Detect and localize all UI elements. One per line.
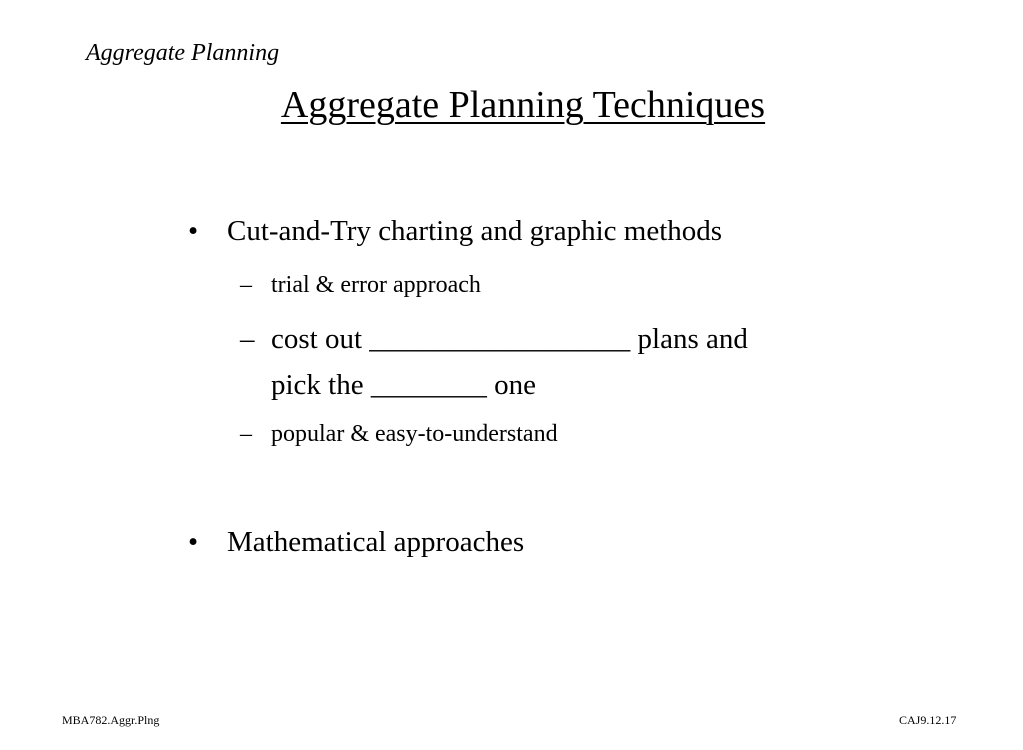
sub-text: trial & error approach bbox=[271, 272, 481, 298]
bullet-marker: • bbox=[188, 526, 199, 558]
footer-date-code: CAJ9.12.17 bbox=[899, 713, 957, 727]
dash-marker: – bbox=[240, 272, 252, 298]
bullet-text: Cut-and-Try charting and graphic methods bbox=[227, 215, 723, 247]
bullet-text: Mathematical approaches bbox=[227, 526, 525, 558]
bullet-marker: • bbox=[188, 215, 199, 247]
sub-item-1 bbox=[240, 270, 481, 300]
sub-item-3 bbox=[240, 419, 558, 449]
dash-marker: – bbox=[240, 421, 252, 447]
slide-title: Aggregate Planning Techniques bbox=[280, 84, 766, 126]
sub-text-line-1: cost out __________________ plans and bbox=[271, 323, 748, 355]
bullet-item-2 bbox=[188, 525, 524, 559]
sub-text-line-2: pick the ________ one bbox=[271, 369, 536, 401]
dash-marker: – bbox=[240, 323, 255, 355]
bullet-item-1 bbox=[188, 214, 722, 248]
section-header: Aggregate Planning bbox=[86, 40, 280, 66]
sub-item-2 bbox=[240, 316, 748, 408]
sub-text: popular & easy-to-understand bbox=[271, 421, 558, 447]
footer-course-code: MBA782.Aggr.Plng bbox=[62, 713, 160, 727]
